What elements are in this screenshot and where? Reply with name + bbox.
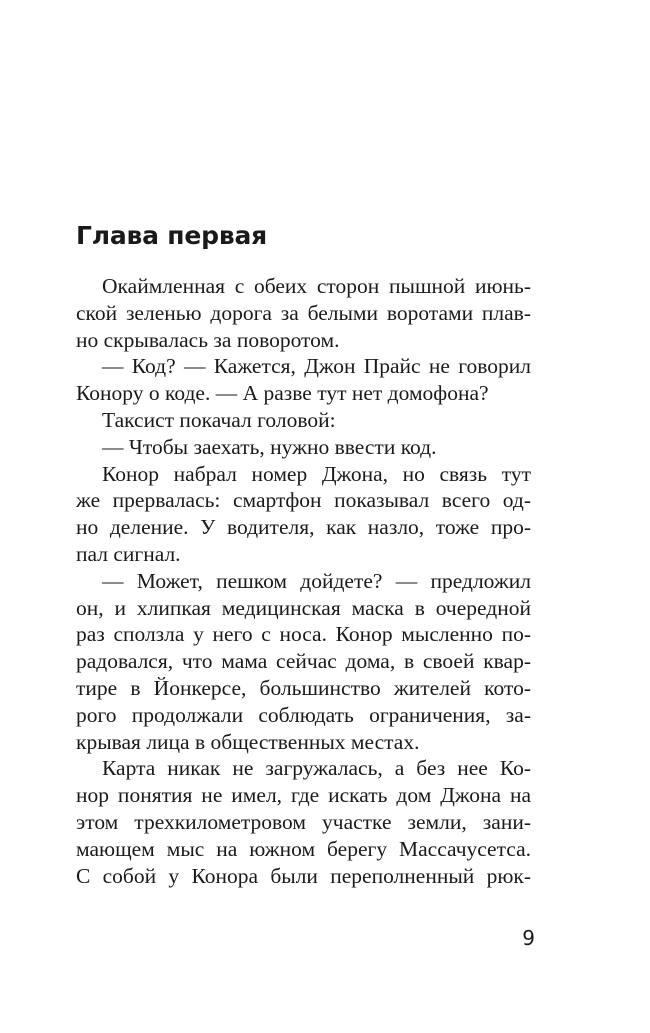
text-line: же прервалась: смартфон показывал всего од- — [76, 488, 531, 513]
text-line: тире в Йонкерсе, большинство жителей кото- — [76, 675, 531, 700]
text-line: Таксист покачал головой: — [102, 407, 336, 432]
text-line: но скрывалась за поворотом. — [76, 327, 340, 352]
chapter-title: Глава первая — [76, 221, 267, 250]
text-line: рого продолжали соблюдать ограничения, за- — [76, 702, 531, 727]
text-line: Конор набрал номер Джона, но связь тут — [102, 461, 531, 486]
text-line: — Код? — Кажется, Джон Прайс не говорил — [102, 354, 531, 379]
text-line: радовался, что мама сейчас дома, в своей квар- — [76, 649, 531, 674]
text-line: этом трехкилометровом участке земли, зани- — [76, 809, 531, 834]
text-line: пал сигнал. — [76, 541, 181, 566]
text-line: мающем мыс на южном берегу Массачусетса. — [76, 836, 531, 861]
text-line: но деление. У водителя, как назло, тоже про- — [76, 515, 531, 540]
text-line: раз сползла у него с носа. Конор мысленно по- — [76, 622, 531, 647]
text-line: С собой у Конора были переполненный рюк- — [76, 863, 531, 888]
text-line: нор понятия не имел, где искать дом Джона на — [76, 783, 531, 808]
text-line: Окаймленная с обеих сторон пышной июнь- — [102, 274, 531, 298]
page-number: 9 — [522, 926, 535, 950]
text-line: — Может, пешком дойдете? — предложил — [102, 568, 531, 593]
text-line: ской зеленью дорога за белыми воротами плав- — [76, 300, 531, 325]
text-line: — Чтобы заехать, нужно ввести код. — [102, 434, 437, 459]
text-line: Конору о коде. — А разве тут нет домофона? — [76, 381, 489, 406]
text-line: Карта никак не загружалась, а без нее Ко- — [102, 756, 531, 781]
body-text — [76, 273, 531, 889]
text-line: он, и хлипкая медицинская маска в очередной — [76, 595, 531, 620]
text-line: крывая лица в общественных местах. — [76, 729, 420, 754]
